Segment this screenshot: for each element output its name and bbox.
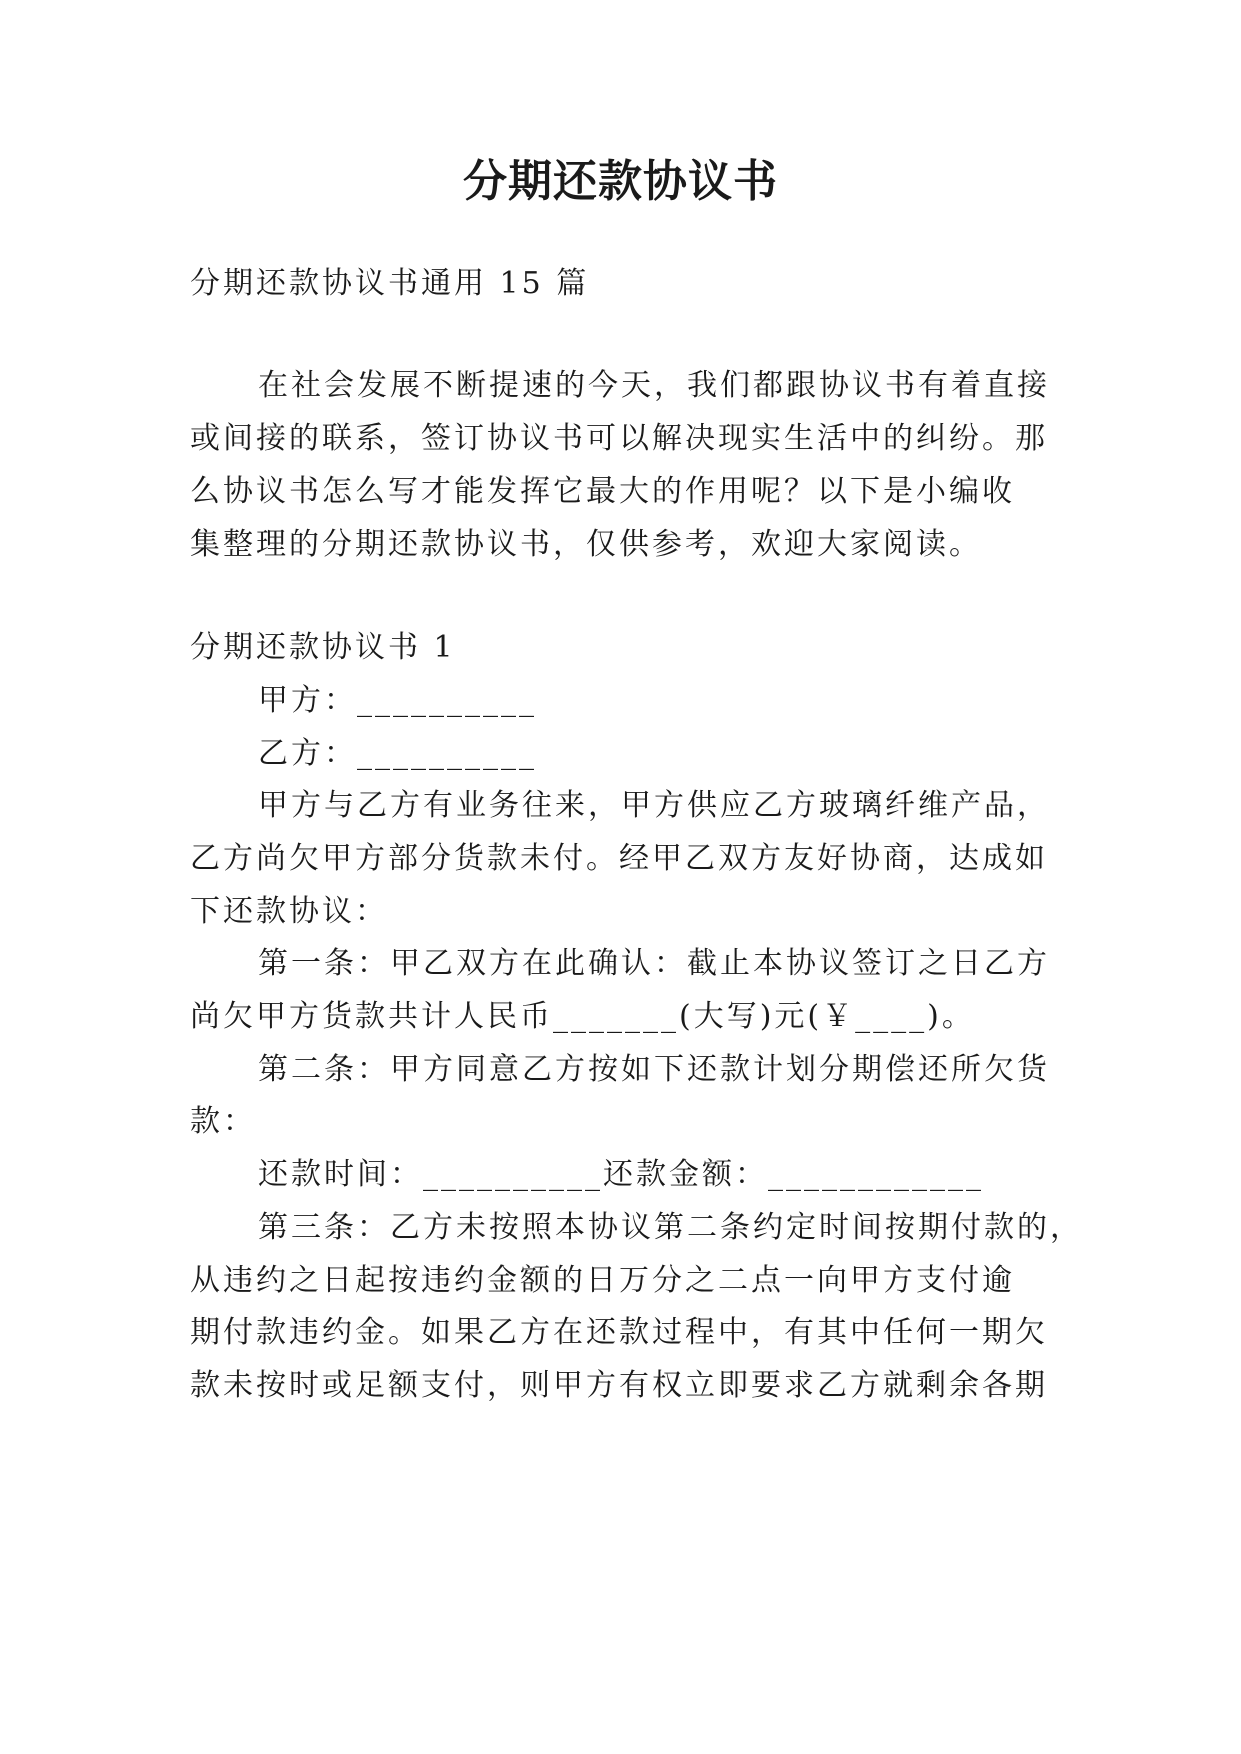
party-a-line: 甲方：__________ <box>258 683 537 718</box>
background-line-3: 下还款协议： <box>190 894 388 929</box>
intro-line-3: 么协议书怎么写才能发挥它最大的作用呢？以下是小编收 <box>190 474 1015 509</box>
intro-line-1: 在社会发展不断提速的今天，我们都跟协议书有着直接 <box>258 368 1050 403</box>
article3-line-2: 从违约之日起按违约金额的日万分之二点一向甲方支付逾 <box>190 1263 1015 1298</box>
intro-line-2: 或间接的联系，签订协议书可以解决现实生活中的纠纷。那 <box>190 421 1048 456</box>
article3-line-1: 第三条：乙方未按照本协议第二条约定时间按期付款的， <box>258 1210 1083 1245</box>
background-line-1: 甲方与乙方有业务往来，甲方供应乙方玻璃纤维产品， <box>258 788 1050 823</box>
article2-line-1: 第二条：甲方同意乙方按如下还款计划分期偿还所欠货 <box>258 1052 1050 1087</box>
background-line-2: 乙方尚欠甲方部分货款未付。经甲乙双方友好协商，达成如 <box>190 841 1048 876</box>
intro-line-4: 集整理的分期还款协议书，仅供参考，欢迎大家阅读。 <box>190 527 982 562</box>
article2-line-2: 款： <box>190 1104 256 1139</box>
article1-line-1: 第一条：甲乙双方在此确认：截止本协议签订之日乙方 <box>258 946 1050 981</box>
article3-line-3: 期付款违约金。如果乙方在还款过程中，有其中任何一期欠 <box>190 1315 1048 1350</box>
document-title: 分期还款协议书 <box>463 156 778 207</box>
article1-line-2: 尚欠甲方货款共计人民币_______(大写)元(￥____)。 <box>190 999 975 1034</box>
repayment-schedule-line: 还款时间：__________还款金额：____________ <box>258 1157 984 1192</box>
party-b-line: 乙方：__________ <box>258 736 537 771</box>
document-subtitle: 分期还款协议书通用 15 篇 <box>190 266 590 301</box>
article3-line-4: 款未按时或足额支付，则甲方有权立即要求乙方就剩余各期 <box>190 1368 1048 1403</box>
section-heading: 分期还款协议书 1 <box>190 630 456 665</box>
